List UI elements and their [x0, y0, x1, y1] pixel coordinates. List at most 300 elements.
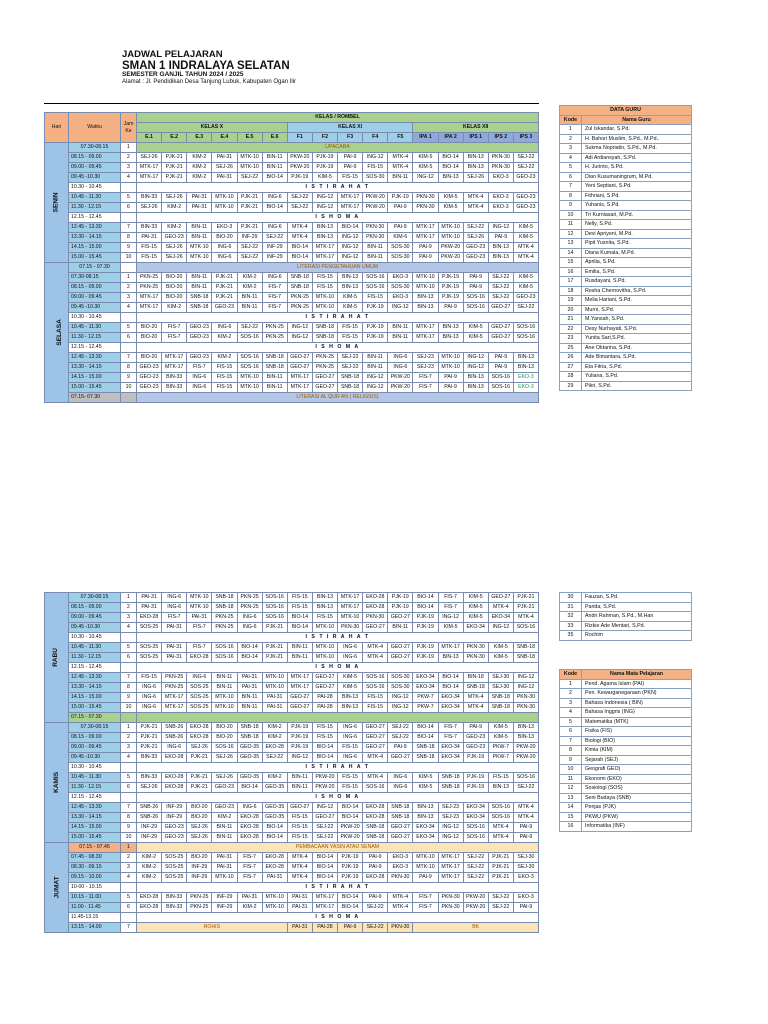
- lesson-cell: PJK-21: [137, 743, 162, 753]
- guru-row: [560, 286, 692, 296]
- lesson-cell: SOS-16: [488, 373, 513, 383]
- lesson-cell: GEO-23: [463, 733, 488, 743]
- lesson-cell: PJK-19: [287, 743, 312, 753]
- data-guru-table-cont: [559, 592, 692, 641]
- lesson-cell: FIS-15: [137, 673, 162, 683]
- lesson-cell: ING-12: [338, 253, 363, 263]
- lesson-cell: FIS-15: [488, 773, 513, 783]
- lesson-cell: BIN-13: [513, 723, 538, 733]
- schedule-row: [45, 783, 539, 793]
- lesson-cell: PJK-19: [287, 173, 312, 183]
- guru-row: [560, 593, 692, 603]
- mapel-row: [560, 679, 692, 689]
- jam-cell: [121, 263, 137, 273]
- lesson-cell: EKO-28: [363, 803, 388, 813]
- waktu-header: Waktu: [69, 113, 121, 143]
- lesson-cell: MTK-10: [262, 683, 287, 693]
- lesson-cell: KIM-5: [338, 293, 363, 303]
- lesson-cell: ING-6: [388, 783, 413, 793]
- lesson-cell: GEO-23: [137, 373, 162, 383]
- schedule-row: [45, 383, 539, 393]
- day-label-senin: [45, 143, 69, 263]
- schedule-row: [45, 903, 539, 913]
- lesson-cell: PAI-9: [488, 233, 513, 243]
- lesson-cell: SOS-25: [137, 643, 162, 653]
- break-cell: I S H O M A: [137, 793, 539, 803]
- lesson-cell: ING-6: [162, 593, 187, 603]
- lesson-cell: PJK-21: [212, 293, 237, 303]
- lesson-cell: FIS-15: [338, 333, 363, 343]
- mapel-kode: 4: [560, 708, 582, 718]
- schedule-row: [45, 283, 539, 293]
- guru-nama: Aprilia, S.Pd.: [582, 258, 692, 268]
- lesson-cell: PJK-19: [438, 283, 463, 293]
- lesson-cell: SEJ-22: [463, 223, 488, 233]
- lesson-cell: MTK-4: [363, 643, 388, 653]
- lesson-cell: EKO-34: [413, 833, 438, 843]
- lesson-cell: BIN-11: [187, 223, 212, 233]
- lesson-cell: PKW-20: [388, 383, 413, 393]
- mapel-kode: 3: [560, 698, 582, 708]
- lesson-cell: FIS-7: [438, 603, 463, 613]
- lesson-cell: MTK-17: [287, 383, 312, 393]
- jam-cell: 4: [121, 173, 137, 183]
- time-cell: 10.45 - 11.30: [69, 193, 121, 203]
- guru-row: [560, 144, 692, 154]
- schedule-row: [45, 693, 539, 703]
- lesson-cell: KIM-2: [162, 203, 187, 213]
- guru-nama: Tri Kurniasari, M.Pd.: [582, 210, 692, 220]
- time-cell: 07.30-08.15: [69, 723, 121, 733]
- lesson-cell: PKN-30: [513, 693, 538, 703]
- lesson-cell: SOS-25: [187, 703, 212, 713]
- jam-cell: 7: [121, 673, 137, 683]
- lesson-cell: MTK-17: [137, 303, 162, 313]
- lesson-cell: KIM-5: [463, 603, 488, 613]
- school-address: Alamat : Jl. Pendidikan Desa Tanjung Lubuk, Kabupaten Ogan Ilir: [122, 78, 296, 85]
- lesson-cell: MTK-17: [438, 863, 463, 873]
- schedule-row: [45, 833, 539, 843]
- lesson-cell: ING-12: [388, 693, 413, 703]
- lesson-cell: GEO-23: [463, 743, 488, 753]
- lesson-cell: BIO-14: [287, 623, 312, 633]
- lesson-cell: SEJ-23: [438, 813, 463, 823]
- lesson-cell: BIO-20: [162, 283, 187, 293]
- lesson-cell: ING-6: [137, 683, 162, 693]
- schedule-row: [45, 323, 539, 333]
- mapel-kode: 1: [560, 679, 582, 689]
- time-cell: 14.15 - 15.00: [69, 243, 121, 253]
- lesson-cell: SOS-16: [513, 323, 538, 333]
- time-cell: 14.15 - 15.00: [69, 693, 121, 703]
- lesson-cell: EKO-28: [187, 653, 212, 663]
- lesson-cell: MTK-10: [212, 193, 237, 203]
- lesson-cell: SEJ-26: [187, 833, 212, 843]
- lesson-cell: FIS-7: [438, 733, 463, 743]
- time-cell: 09.00 - 09.45: [69, 163, 121, 173]
- lesson-cell: KIM-5: [338, 303, 363, 313]
- lesson-cell: BIO-20: [162, 293, 187, 303]
- lesson-cell: SEJ-22: [488, 283, 513, 293]
- guru-row: [560, 602, 692, 612]
- lesson-cell: EKO-34: [413, 823, 438, 833]
- lesson-cell: PAI-31: [212, 173, 237, 183]
- guru-row: [560, 125, 692, 135]
- lesson-cell: BIN-11: [388, 323, 413, 333]
- lesson-cell: BIN-33: [137, 753, 162, 763]
- lesson-cell: PKN-25: [137, 283, 162, 293]
- lesson-cell: BIN-11: [237, 693, 262, 703]
- jam-cell: 5: [121, 773, 137, 783]
- schedule-row: [45, 653, 539, 663]
- lesson-cell: MTK-17: [287, 373, 312, 383]
- lesson-cell: BIN-11: [388, 333, 413, 343]
- lesson-cell: SOS-16: [488, 813, 513, 823]
- lesson-cell: SEJ-22: [488, 293, 513, 303]
- mapel-row: [560, 717, 692, 727]
- lesson-cell: MTK-17: [338, 203, 363, 213]
- break-cell: I S T I R A H A T: [137, 183, 539, 193]
- lesson-cell: INF-29: [212, 893, 237, 903]
- lesson-cell: FIS-15: [312, 273, 337, 283]
- lesson-cell: BIN-13: [338, 283, 363, 293]
- lesson-cell: KIM-5: [438, 193, 463, 203]
- lesson-cell: GEO-23: [463, 243, 488, 253]
- lesson-cell: EKO-34: [438, 693, 463, 703]
- lesson-cell: GEO-23: [187, 323, 212, 333]
- lesson-cell: BIN-11: [187, 273, 212, 283]
- guru-kode: 7: [560, 182, 582, 192]
- time-cell: 09.00 - 09.45: [69, 743, 121, 753]
- lesson-cell: BIN-33: [137, 773, 162, 783]
- lesson-cell: SEJ-26: [162, 243, 187, 253]
- lesson-cell: PAI-31: [287, 903, 312, 913]
- lesson-cell: EKO-28: [162, 783, 187, 793]
- lesson-cell: KIM-2: [212, 353, 237, 363]
- lesson-cell: GEO-27: [287, 703, 312, 713]
- lesson-cell: SNB-18: [463, 683, 488, 693]
- lesson-cell: FIS-15: [287, 603, 312, 613]
- lesson-cell: PAI-9: [463, 273, 488, 283]
- lesson-cell: SEJ-26: [162, 253, 187, 263]
- lesson-cell: BIN-11: [237, 303, 262, 313]
- mapel-row: [560, 755, 692, 765]
- mapel-row: [560, 765, 692, 775]
- lesson-cell: MTK-17: [137, 173, 162, 183]
- time-cell: 12.15 - 12.45: [69, 343, 121, 353]
- time-cell: 12.15 - 12.45: [69, 663, 121, 673]
- lesson-cell: MTK-10: [312, 643, 337, 653]
- time-cell: 12.15 - 12.45: [69, 213, 121, 223]
- guru-row: [560, 153, 692, 163]
- lesson-cell: BIN-13: [463, 153, 488, 163]
- lesson-cell: FIS-15: [212, 383, 237, 393]
- guru-nama: H. Bahori Muslim, S.Pd., M.Pd..: [582, 134, 692, 144]
- lesson-cell: EKO-3: [513, 873, 538, 883]
- lesson-cell: PAI-31: [262, 703, 287, 713]
- lesson-cell: SOS-16: [463, 833, 488, 843]
- lesson-cell: PAI-31: [137, 603, 162, 613]
- guru-nama: Resha Chernovitha, S.Pd.: [582, 286, 692, 296]
- guru-kode: 22: [560, 324, 582, 334]
- lesson-cell: PAI-31: [187, 193, 212, 203]
- lesson-cell: SEJ-26: [187, 743, 212, 753]
- time-cell: 13.30 - 14.15: [69, 813, 121, 823]
- mapel-nama: Pend. Agama Islam (PAI): [582, 679, 692, 689]
- schedule-row: [45, 333, 539, 343]
- mapel-kode: 5: [560, 717, 582, 727]
- lesson-cell: PJK-21: [212, 283, 237, 293]
- lesson-cell: BIN-13: [488, 253, 513, 263]
- lesson-cell: PKN-25: [262, 323, 287, 333]
- lesson-cell: ING-6: [338, 733, 363, 743]
- mapel-nama: Fisika (FIS): [582, 727, 692, 737]
- schedule-row: [45, 363, 539, 373]
- lesson-cell: EKO-3: [513, 373, 538, 383]
- lesson-cell: ING-6: [137, 693, 162, 703]
- time-cell: 11.00 - 11.45: [69, 903, 121, 913]
- lesson-cell: PAI-31: [162, 623, 187, 633]
- event-cell: [137, 713, 539, 723]
- lesson-cell: EKO-34: [463, 813, 488, 823]
- lesson-cell: SEJ-22: [513, 163, 538, 173]
- lesson-cell: GEO-27: [488, 593, 513, 603]
- lesson-cell: MTK-10: [237, 373, 262, 383]
- guru-nama: Pikri, S.Pd.: [582, 381, 692, 391]
- lesson-cell: GEO-23: [513, 173, 538, 183]
- guru-kode: 15: [560, 258, 582, 268]
- jam-cell: 8: [121, 363, 137, 373]
- schedule-row: [45, 753, 539, 763]
- lesson-cell: SEJ-26: [137, 783, 162, 793]
- lesson-cell: BIN-13: [413, 293, 438, 303]
- guru-nama: Ane Oktarina, S.Pd.: [582, 343, 692, 353]
- mapel-kode: 11: [560, 774, 582, 784]
- guru-nama: Eta Fitria, S.Pd.: [582, 362, 692, 372]
- lesson-cell: GEO-27: [488, 303, 513, 313]
- lesson-cell: EKO-28: [237, 833, 262, 843]
- guru-row: [560, 182, 692, 192]
- class-header: F2: [312, 133, 337, 143]
- schedule-row: [45, 843, 539, 853]
- schedule-row: [45, 163, 539, 173]
- kelas-x-header: KELAS X: [137, 123, 288, 133]
- lesson-cell: SNB-18: [413, 743, 438, 753]
- lesson-cell: PKN-30: [363, 223, 388, 233]
- lesson-cell: SNB-18: [287, 273, 312, 283]
- lesson-cell: ING-12: [463, 363, 488, 373]
- lesson-cell: SOS-30: [388, 283, 413, 293]
- guru-kode: 13: [560, 239, 582, 249]
- lesson-cell: KIM-5: [463, 593, 488, 603]
- day-text: RABU: [51, 648, 59, 667]
- time-cell: 10.30 - 10.45: [69, 763, 121, 773]
- mapel-kode: 12: [560, 784, 582, 794]
- guru-row: [560, 239, 692, 249]
- lesson-cell: SOS-16: [363, 783, 388, 793]
- mapel-kode: 13: [560, 793, 582, 803]
- day-label-jumat: [45, 843, 69, 933]
- lesson-cell: PAI-31: [212, 863, 237, 873]
- lesson-cell: FIS-15: [363, 693, 388, 703]
- lesson-cell: SNB-18: [363, 823, 388, 833]
- time-cell: 08.15 - 09.00: [69, 733, 121, 743]
- lesson-cell: KIM-5: [513, 283, 538, 293]
- lesson-cell: BIN-13: [438, 173, 463, 183]
- lesson-cell: ING-6: [162, 603, 187, 613]
- lesson-cell: BIO-20: [187, 803, 212, 813]
- lesson-cell: SNB-18: [287, 283, 312, 293]
- lesson-cell: EKO-3: [388, 273, 413, 283]
- lesson-cell: SEJ-30: [488, 683, 513, 693]
- mapel-row: [560, 784, 692, 794]
- jam-cell: 2: [121, 153, 137, 163]
- lesson-cell: PAI-9: [363, 853, 388, 863]
- lesson-cell: SEJ-26: [463, 173, 488, 183]
- jam-cell: 2: [121, 603, 137, 613]
- guru-kode: 25: [560, 343, 582, 353]
- lesson-cell: KIM-5: [488, 653, 513, 663]
- time-cell: 09.45 -10.30: [69, 753, 121, 763]
- lesson-cell: KIM-2: [137, 873, 162, 883]
- lesson-cell: ING-6: [338, 723, 363, 733]
- jam-cell: 8: [121, 233, 137, 243]
- lesson-cell: SEJ-22: [237, 243, 262, 253]
- lesson-cell: BIO-14: [312, 743, 337, 753]
- lesson-cell: SEJ-22: [237, 173, 262, 183]
- mapel-kode: 2: [560, 689, 582, 699]
- lesson-cell: SNB-18: [513, 653, 538, 663]
- lesson-cell: PKN-25: [312, 353, 337, 363]
- lesson-cell: PJK-19: [413, 653, 438, 663]
- lesson-cell: INF-29: [237, 233, 262, 243]
- lesson-cell: MTK-17: [287, 673, 312, 683]
- lesson-cell: SNB-26: [137, 803, 162, 813]
- lesson-cell: BIN-11: [287, 653, 312, 663]
- guru-row: [560, 362, 692, 372]
- lesson-cell: MTK-17: [137, 293, 162, 303]
- lesson-cell: MTK-10: [338, 613, 363, 623]
- guru-kode: 28: [560, 372, 582, 382]
- lesson-cell: PJK-19: [338, 853, 363, 863]
- time-cell: 07.15 - 07.30: [69, 263, 121, 273]
- lesson-cell: PKN-30: [413, 203, 438, 213]
- lesson-cell: MTK-4: [388, 163, 413, 173]
- lesson-cell: MTK-4: [287, 853, 312, 863]
- lesson-cell: ING-6: [388, 363, 413, 373]
- lesson-cell: KIM-5: [488, 733, 513, 743]
- mapel-kode: 8: [560, 746, 582, 756]
- lesson-cell: BIO-14: [312, 873, 337, 883]
- lesson-cell: PJK-19: [287, 733, 312, 743]
- lesson-cell: BIO-20: [137, 333, 162, 343]
- header-rule: [44, 103, 539, 104]
- jam-cell: 4: [121, 753, 137, 763]
- time-cell: 10.30 - 10.45: [69, 183, 121, 193]
- schedule-row: [45, 763, 539, 773]
- lesson-cell: GEO-27: [363, 623, 388, 633]
- mapel-nama: Geografi GEO): [582, 765, 692, 775]
- kelas-rombel-header: KELAS / ROMBEL: [137, 113, 539, 123]
- lesson-cell: ING-6: [388, 353, 413, 363]
- lesson-cell: GEO-27: [388, 833, 413, 843]
- schedule-row: [45, 183, 539, 193]
- lesson-cell: MTK-10: [413, 853, 438, 863]
- lesson-cell: KIM-2: [162, 223, 187, 233]
- lesson-cell: GEO-27: [388, 653, 413, 663]
- lesson-cell: KIM-2: [212, 813, 237, 823]
- lesson-cell: FIS-15: [312, 733, 337, 743]
- lesson-cell: SOS-25: [187, 683, 212, 693]
- schedule-row: [45, 633, 539, 643]
- lesson-cell: KIM-2: [262, 773, 287, 783]
- lesson-cell: MTK-10: [413, 273, 438, 283]
- lesson-cell: PJK-19: [388, 593, 413, 603]
- lesson-cell: GEO-27: [488, 333, 513, 343]
- schedule-row: [45, 733, 539, 743]
- schedule-row: [45, 303, 539, 313]
- lesson-cell: GEO-27: [312, 673, 337, 683]
- schedule-row: [45, 663, 539, 673]
- lesson-cell: BIO-14: [312, 853, 337, 863]
- lesson-cell: SEJ-30: [513, 853, 538, 863]
- jam-cell: [121, 313, 137, 323]
- lesson-cell: MTK-10: [312, 623, 337, 633]
- lesson-cell: MTK-4: [388, 893, 413, 903]
- lesson-cell: PAI-31: [287, 923, 312, 933]
- lesson-cell: SOS-30: [388, 243, 413, 253]
- bk-cell: BK: [413, 923, 539, 933]
- lesson-cell: SNB-26: [162, 723, 187, 733]
- lesson-cell: MTK-17: [413, 333, 438, 343]
- lesson-cell: PJK-19: [363, 323, 388, 333]
- lesson-cell: BIN-33: [162, 383, 187, 393]
- lesson-cell: PKN-30: [463, 643, 488, 653]
- lesson-cell: PKW-20: [463, 893, 488, 903]
- lesson-cell: FIS-15: [363, 703, 388, 713]
- jam-cell: 9: [121, 693, 137, 703]
- time-cell: 07.15- 07.30: [69, 393, 121, 403]
- lesson-cell: SEJ-30: [488, 673, 513, 683]
- lesson-cell: SOS-16: [363, 683, 388, 693]
- guru-nama: Yunita Sari,S.Pd.: [582, 334, 692, 344]
- lesson-cell: PKN-25: [187, 903, 212, 913]
- lesson-cell: FIS-7: [438, 723, 463, 733]
- lesson-cell: SNB-18: [413, 753, 438, 763]
- lesson-cell: MTK-4: [463, 693, 488, 703]
- lesson-cell: FIS-15: [137, 253, 162, 263]
- jam-cell: 1: [121, 723, 137, 733]
- lesson-cell: PKN-30: [438, 893, 463, 903]
- jam-cell: 3: [121, 293, 137, 303]
- guru-kode: 31: [560, 602, 582, 612]
- lesson-cell: ING-6: [388, 773, 413, 783]
- lesson-cell: KIM-5: [463, 613, 488, 623]
- lesson-cell: PJK-21: [237, 203, 262, 213]
- time-cell: 13.15 - 14.00: [69, 923, 121, 933]
- lesson-cell: ING-12: [363, 153, 388, 163]
- lesson-cell: PJK-21: [488, 863, 513, 873]
- guru-nama: Murni, S.Pd.: [582, 305, 692, 315]
- lesson-cell: BIN-13: [438, 323, 463, 333]
- time-cell: 09.00 - 09.45: [69, 293, 121, 303]
- lesson-cell: FIS-15: [363, 163, 388, 173]
- guru-row: [560, 353, 692, 363]
- lesson-cell: PKN-25: [287, 303, 312, 313]
- mapel-kode: 9: [560, 755, 582, 765]
- class-header: F3: [338, 133, 363, 143]
- lesson-cell: PJK-19: [438, 273, 463, 283]
